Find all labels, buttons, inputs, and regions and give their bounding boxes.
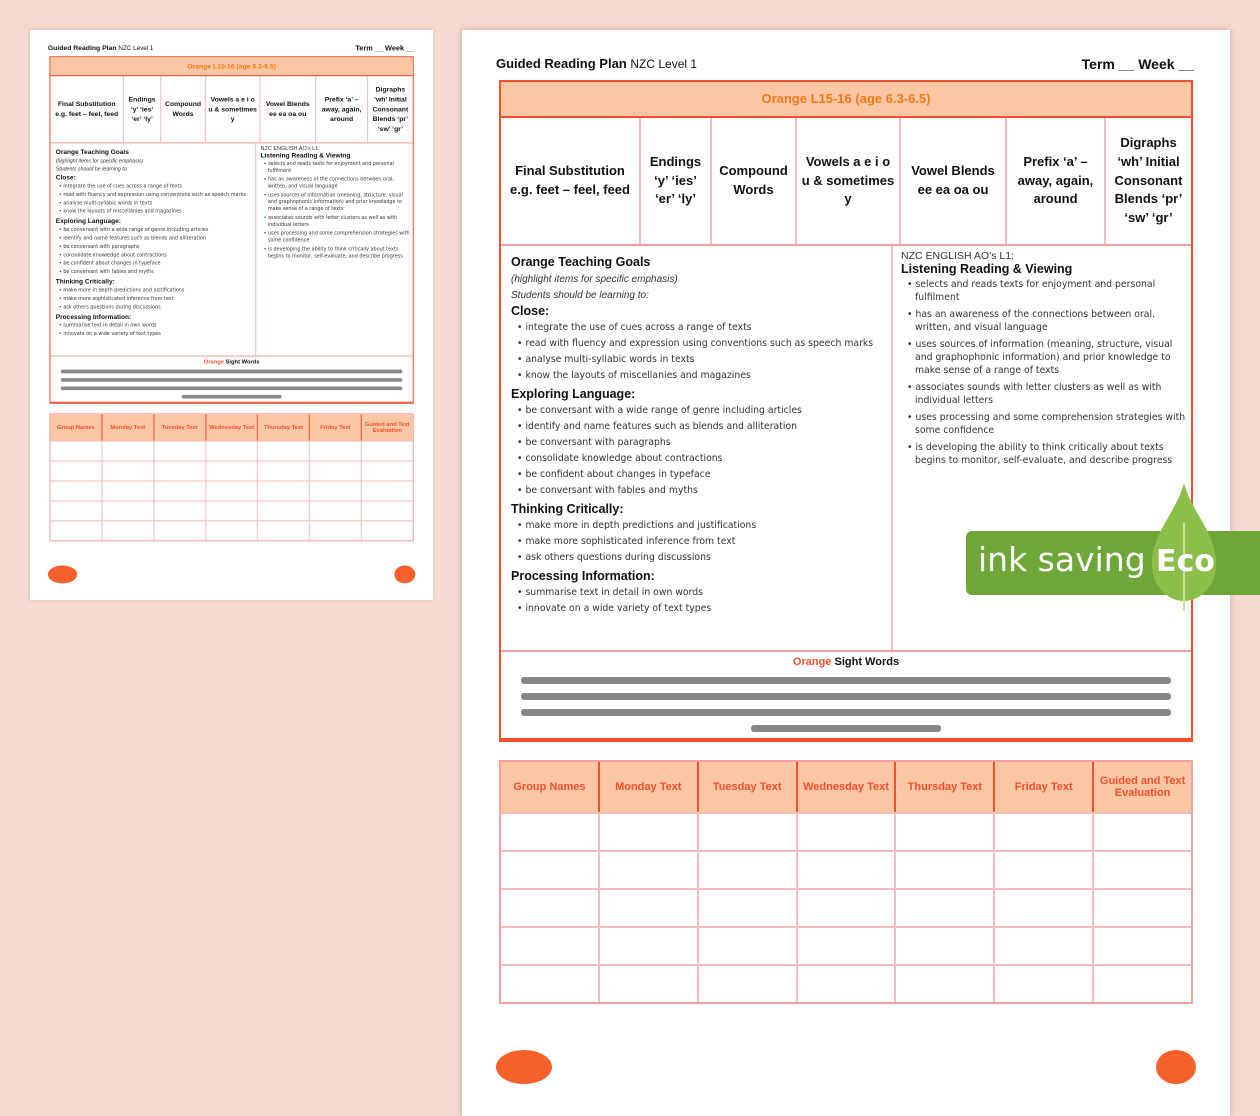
week-header: Thursday Text: [258, 414, 310, 440]
week-header: Tuesday Text: [699, 762, 798, 812]
sight-color-word: Orange: [792, 656, 832, 668]
sight-label: Sight Words: [225, 358, 260, 365]
weekly-table: [49, 413, 413, 541]
list-item: • integrate the use of cues across a range of texts: [59, 182, 255, 190]
goals-note: Students should be learning to:: [55, 166, 129, 173]
list-item: • consolidate knowledge about contractions: [517, 451, 891, 467]
title-level: NZC Level 1: [118, 44, 154, 52]
text-line: [61, 378, 402, 382]
list-item: • make more in depth predictions and justifications: [517, 518, 891, 534]
term-week: Term __ Week __: [1081, 56, 1194, 72]
sight-words-title: [50, 359, 412, 365]
week-header: Wednesday Text: [206, 414, 258, 440]
list-item: • summarise text in detail in own words: [59, 321, 255, 329]
focus-column: Vowel Blends ee ea oa ou: [260, 76, 316, 142]
list-item: • has an awareness of the connections between oral, written, and visual language: [264, 176, 413, 190]
list-item: • integrate the use of cues across a range of texts: [517, 320, 891, 336]
list-item: • be conversant with paragraphs: [517, 435, 891, 451]
list-item: • analyse multi-syllabic words in texts: [59, 199, 255, 207]
list-item: • is developing the ability to think critically about texts begins to monitor, self-evaluate, and describe progress: [264, 246, 413, 260]
focus-column: Final Substitution e.g. feet – feel, feed: [50, 76, 124, 142]
list-item: • know the layouts of miscellanies and magazines: [517, 368, 891, 384]
list-item: • read with fluency and expression using conventions such as speech marks: [517, 336, 891, 352]
goals-title: Orange Teaching Goals: [511, 255, 651, 269]
focus-column: Compound Words: [161, 76, 206, 142]
sight-color-word: Orange: [203, 358, 224, 365]
list-item: • innovate on a wide variety of text types: [517, 601, 891, 617]
plan-table: [49, 56, 413, 404]
focus-column: Endings ‘y’ ‘ies’ ‘er’ ‘ly’: [124, 76, 161, 142]
focus-column: Digraphs ‘wh’ Initial Consonant Blends ‘pr’ ‘sw’ ‘gr’: [372, 85, 409, 133]
list-item: • read with fluency and expression using conventions such as speech marks: [59, 191, 255, 199]
list-item: • is developing the ability to think critically about texts begins to monitor, self-evaluate, and describe progress: [907, 441, 1191, 467]
list-item: • has an awareness of the connections between oral, written, and visual language: [907, 308, 1191, 334]
brand-logo: [394, 566, 415, 584]
list-item: • make more sophisticated inference from text: [517, 534, 891, 550]
table-row: [501, 850, 1191, 888]
brand-logo: [48, 566, 77, 584]
focus-column: Vowels a e i o u & sometimes y: [206, 76, 261, 142]
week-header: Friday Text: [995, 762, 1094, 812]
week-header: Guided and Text Evaluation: [1099, 775, 1186, 799]
term-week: Term __ Week __: [355, 43, 415, 53]
goals-title: Orange Teaching Goals: [55, 148, 129, 156]
list-item: • identify and name features such as blends and alliteration: [517, 419, 891, 435]
section-heading: Thinking Critically:: [511, 502, 624, 516]
text-line: [521, 677, 1171, 684]
list-item: • selects and reads texts for enjoyment and personal fulfilment: [264, 160, 413, 174]
week-header: Group Names: [501, 762, 600, 812]
brand-logo: [496, 1050, 552, 1084]
focus-column: Prefix ‘a’ – away, again, around: [1007, 118, 1106, 244]
list-item: • analyse multi-syllabic words in texts: [517, 352, 891, 368]
text-line: [182, 395, 282, 399]
list-item: • make more in depth predictions and justifications: [59, 286, 255, 294]
level-band: Orange L15-16 (age 6.3-6.5): [50, 57, 412, 76]
weekly-header: [501, 762, 1191, 812]
document-title: [48, 44, 154, 52]
week-header: Thursday Text: [896, 762, 995, 812]
table-row: [501, 888, 1191, 926]
sight-label: Sight Words: [834, 656, 900, 668]
focus-column: Compound Words: [712, 118, 797, 244]
table-row: [50, 460, 412, 480]
table-row: [501, 926, 1191, 964]
list-item: • selects and reads texts for enjoyment and personal fulfilment: [907, 278, 1191, 304]
focus-column: Digraphs ‘wh’ Initial Consonant Blends ‘pr’ ‘sw’ ‘gr’: [1114, 134, 1183, 226]
weekly-header: [50, 414, 412, 440]
goals-row: [50, 143, 412, 356]
list-item: • be conversant with a wide range of genre including articles: [59, 226, 255, 234]
list-item: • uses sources of information (meaning, structure, visual and graphophonic information) and prior knowledge to make sense of a range of texts: [264, 192, 413, 212]
text-line: [751, 725, 941, 732]
section-heading: Processing Information:: [55, 312, 132, 321]
table-row: [501, 964, 1191, 1002]
table-row: [50, 441, 412, 461]
english-aos: [256, 143, 412, 355]
text-line: [521, 693, 1171, 700]
list-item: • be conversant with paragraphs: [59, 243, 255, 251]
list-item: • summarise text in detail in own words: [517, 585, 891, 601]
focus-column: Vowel Blends ee ea oa ou: [901, 118, 1007, 244]
focus-columns: [501, 118, 1191, 246]
focus-column: Prefix ‘a’ – away, again, around: [316, 76, 368, 142]
brand-logo: [1156, 1050, 1196, 1084]
table-row: [50, 520, 412, 540]
table-row: [50, 500, 412, 520]
list-item: • ask others questions during discussions: [517, 550, 891, 566]
list-item: • uses sources of information (meaning, structure, visual and graphophonic information) and prior knowledge to make sense of a range of texts: [907, 338, 1191, 377]
list-item: • identify and name features such as blends and alliteration: [59, 234, 255, 242]
weekly-table: [499, 760, 1193, 1004]
focus-column: Endings ‘y’ ‘ies’ ‘er’ ‘ly’: [641, 118, 712, 244]
list-item: • uses processing and some comprehension strategies with some confidence: [907, 411, 1191, 437]
list-item: • associates sounds with letter clusters as well as with individual letters: [264, 214, 413, 228]
section-heading: Close:: [55, 173, 76, 182]
goals-note: (highlight items for specific emphasis): [55, 158, 144, 164]
goals-note: (highlight items for specific emphasis): [511, 274, 678, 285]
list-item: • ask others questions during discussions: [59, 303, 255, 311]
level-band: Orange L15-16 (age 6.3-6.5): [501, 82, 1191, 118]
teaching-goals: [50, 143, 256, 355]
section-heading: Close:: [511, 304, 550, 318]
section-heading: Processing Information:: [511, 569, 655, 583]
plan-table: [499, 80, 1193, 742]
week-header: Monday Text: [600, 762, 699, 812]
sight-words: [501, 652, 1191, 740]
list-item: • innovate on a wide variety of text types: [59, 330, 255, 338]
week-header: Monday Text: [102, 414, 154, 440]
list-item: • be conversant with fables and myths: [59, 268, 255, 276]
table-row: [501, 812, 1191, 850]
focus-column: Final Substitution e.g. feet – feel, feed: [501, 118, 641, 244]
aos-heading: Listening Reading & Viewing: [901, 262, 1073, 276]
list-item: • be conversant with fables and myths: [517, 483, 891, 499]
list-item: • uses processing and some comprehension strategies with some confidence: [264, 230, 413, 244]
document-title: [496, 56, 697, 71]
title-text: Guided Reading Plan: [47, 43, 117, 52]
week-header: Wednesday Text: [798, 762, 897, 812]
sight-words-title: [501, 656, 1191, 668]
goals-note: Students should be learning to:: [511, 290, 649, 301]
list-item: • consolidate knowledge about contractions: [59, 251, 255, 259]
list-item: • associates sounds with letter clusters as well as with individual letters: [907, 381, 1191, 407]
eco-label: Eco: [1156, 544, 1215, 579]
aos-title: NZC ENGLISH AO’s L1:: [901, 250, 1015, 262]
title-level: NZC Level 1: [630, 57, 698, 71]
section-heading: Exploring Language:: [55, 217, 121, 225]
table-row: [50, 480, 412, 500]
text-line: [521, 709, 1171, 716]
list-item: • be conversant with a wide range of genre including articles: [517, 403, 891, 419]
ink-saving-label: ink saving: [978, 540, 1146, 579]
aos-heading: Listening Reading & Viewing: [260, 151, 351, 160]
text-line: [61, 370, 402, 374]
teaching-goals: [501, 246, 893, 650]
list-item: • be confident about changes in typeface: [59, 259, 255, 267]
week-header: Friday Text: [310, 414, 362, 440]
week-header: Group Names: [50, 414, 102, 440]
section-heading: Thinking Critically:: [55, 277, 115, 286]
focus-columns: [50, 76, 412, 143]
list-item: • know the layouts of miscellanies and magazines: [59, 207, 255, 215]
list-item: • be confident about changes in typeface: [517, 467, 891, 483]
focus-column: Vowels a e i o u & sometimes y: [797, 118, 901, 244]
list-item: • make more sophisticated inference from text: [59, 295, 255, 303]
page-thumbnail[interactable]: [30, 30, 433, 600]
week-header: Guided and Text Evaluation: [364, 421, 410, 434]
week-header: Tuesday Text: [154, 414, 206, 440]
title-text: Guided Reading Plan: [496, 56, 627, 71]
sight-words: [50, 357, 412, 403]
section-heading: Exploring Language:: [511, 387, 636, 401]
aos-title: NZC ENGLISH AO’s L1:: [260, 145, 320, 152]
text-line: [61, 386, 402, 390]
